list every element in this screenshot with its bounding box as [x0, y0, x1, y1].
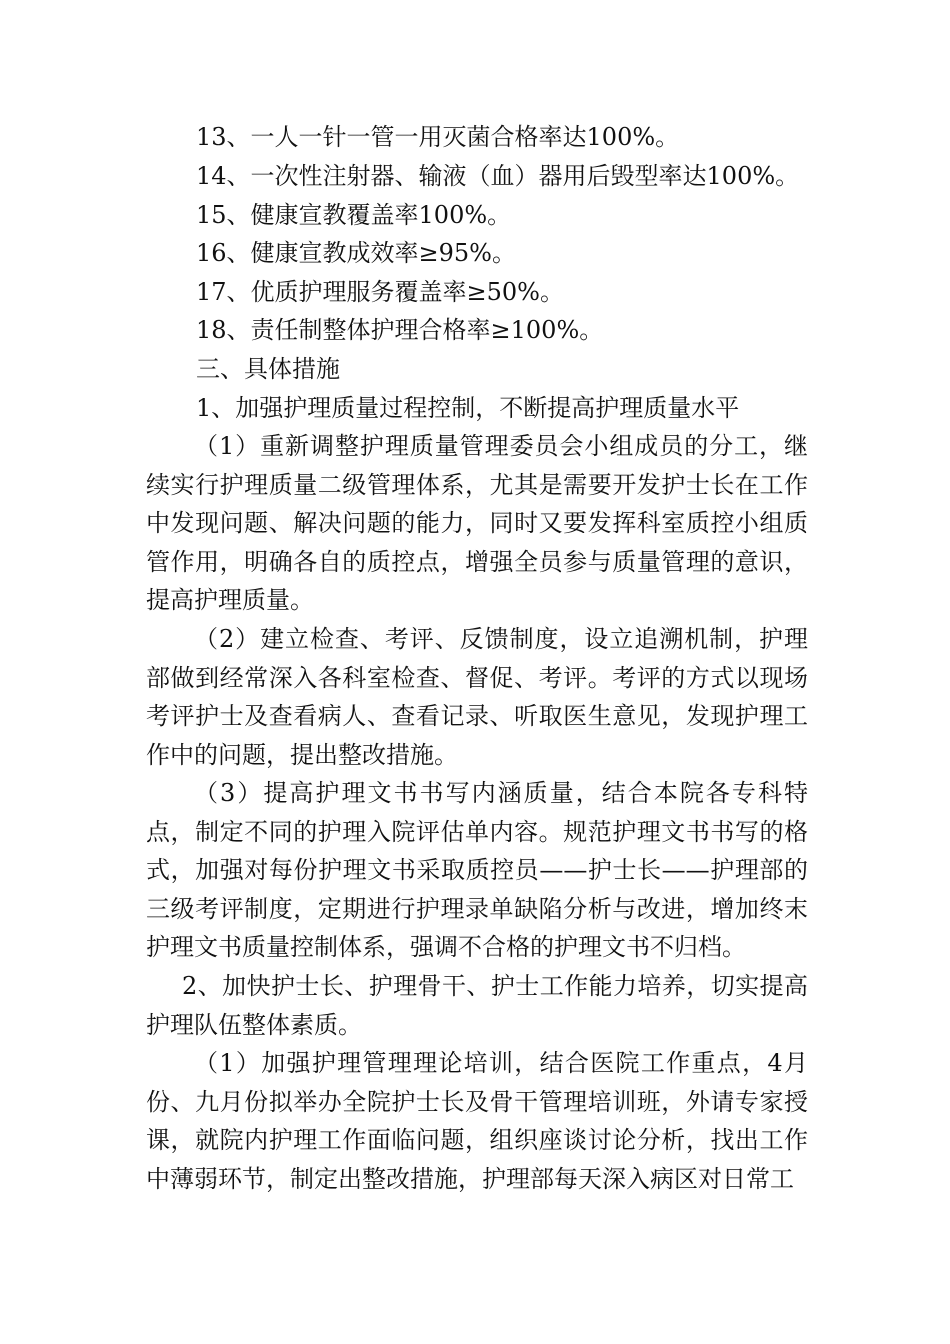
paragraph-1-1: （1）重新调整护理质量管理委员会小组成员的分工，继续实行护理质量二级管理体系，尤其是需要开发护士长在工作中发现问题、解决问题的能力，同时又要发挥科室质控小组质管作用，明确各自的质控点，增强全员参与质量管理的意识，提高护理质量。: [146, 432, 808, 615]
section-heading: 三、具体措施: [196, 355, 340, 383]
subsection-heading-1: 1、加强护理质量过程控制，不断提高护理质量水平: [196, 394, 740, 422]
subsection-heading-2: 2、加快护士长、护理骨干、护士工作能力培养，切实提高护理队伍整体素质。: [146, 972, 808, 1039]
paragraph-1-3: （3）提高护理文书书写内涵质量，结合本院各专科特点，制定不同的护理入院评估单内容。规范护理文书书写的格式，加强对每份护理文书采取质控员——护士长——护理部的三级考评制度，定期进行护理录单缺陷分析与改进，增加终末护理文书质量控制体系，强调不合格的护理文书不归档。: [146, 779, 808, 962]
paragraph-2-1: （1）加强护理管理理论培训，结合医院工作重点，4月份、九月份拟举办全院护士长及骨干管理培训班，外请专家授课，就院内护理工作面临问题，组织座谈讨论分析，找出工作中薄弱环节，制定出整改措施，护理部每天深入病区对日常工: [146, 1049, 808, 1193]
list-item-16: 16、健康宣教成效率≥95%。: [196, 239, 516, 267]
list-item-17: 17、优质护理服务覆盖率≥50%。: [196, 278, 564, 306]
list-item-18: 18、责任制整体护理合格率≥100%。: [196, 316, 604, 344]
list-item-13: 13、一人一针一管一用灭菌合格率达100%。: [196, 123, 680, 151]
paragraph-1-2: （2）建立检查、考评、反馈制度，设立追溯机制，护理部做到经常深入各科室检查、督促、考评。考评的方式以现场考评护士及查看病人、查看记录、听取医生意见，发现护理工作中的问题，提出整改措施。: [146, 625, 808, 769]
list-item-15: 15、健康宣教覆盖率100%。: [196, 201, 512, 229]
list-item-14: 14、一次性注射器、输液（血）器用后毁型率达100%。: [196, 162, 800, 190]
